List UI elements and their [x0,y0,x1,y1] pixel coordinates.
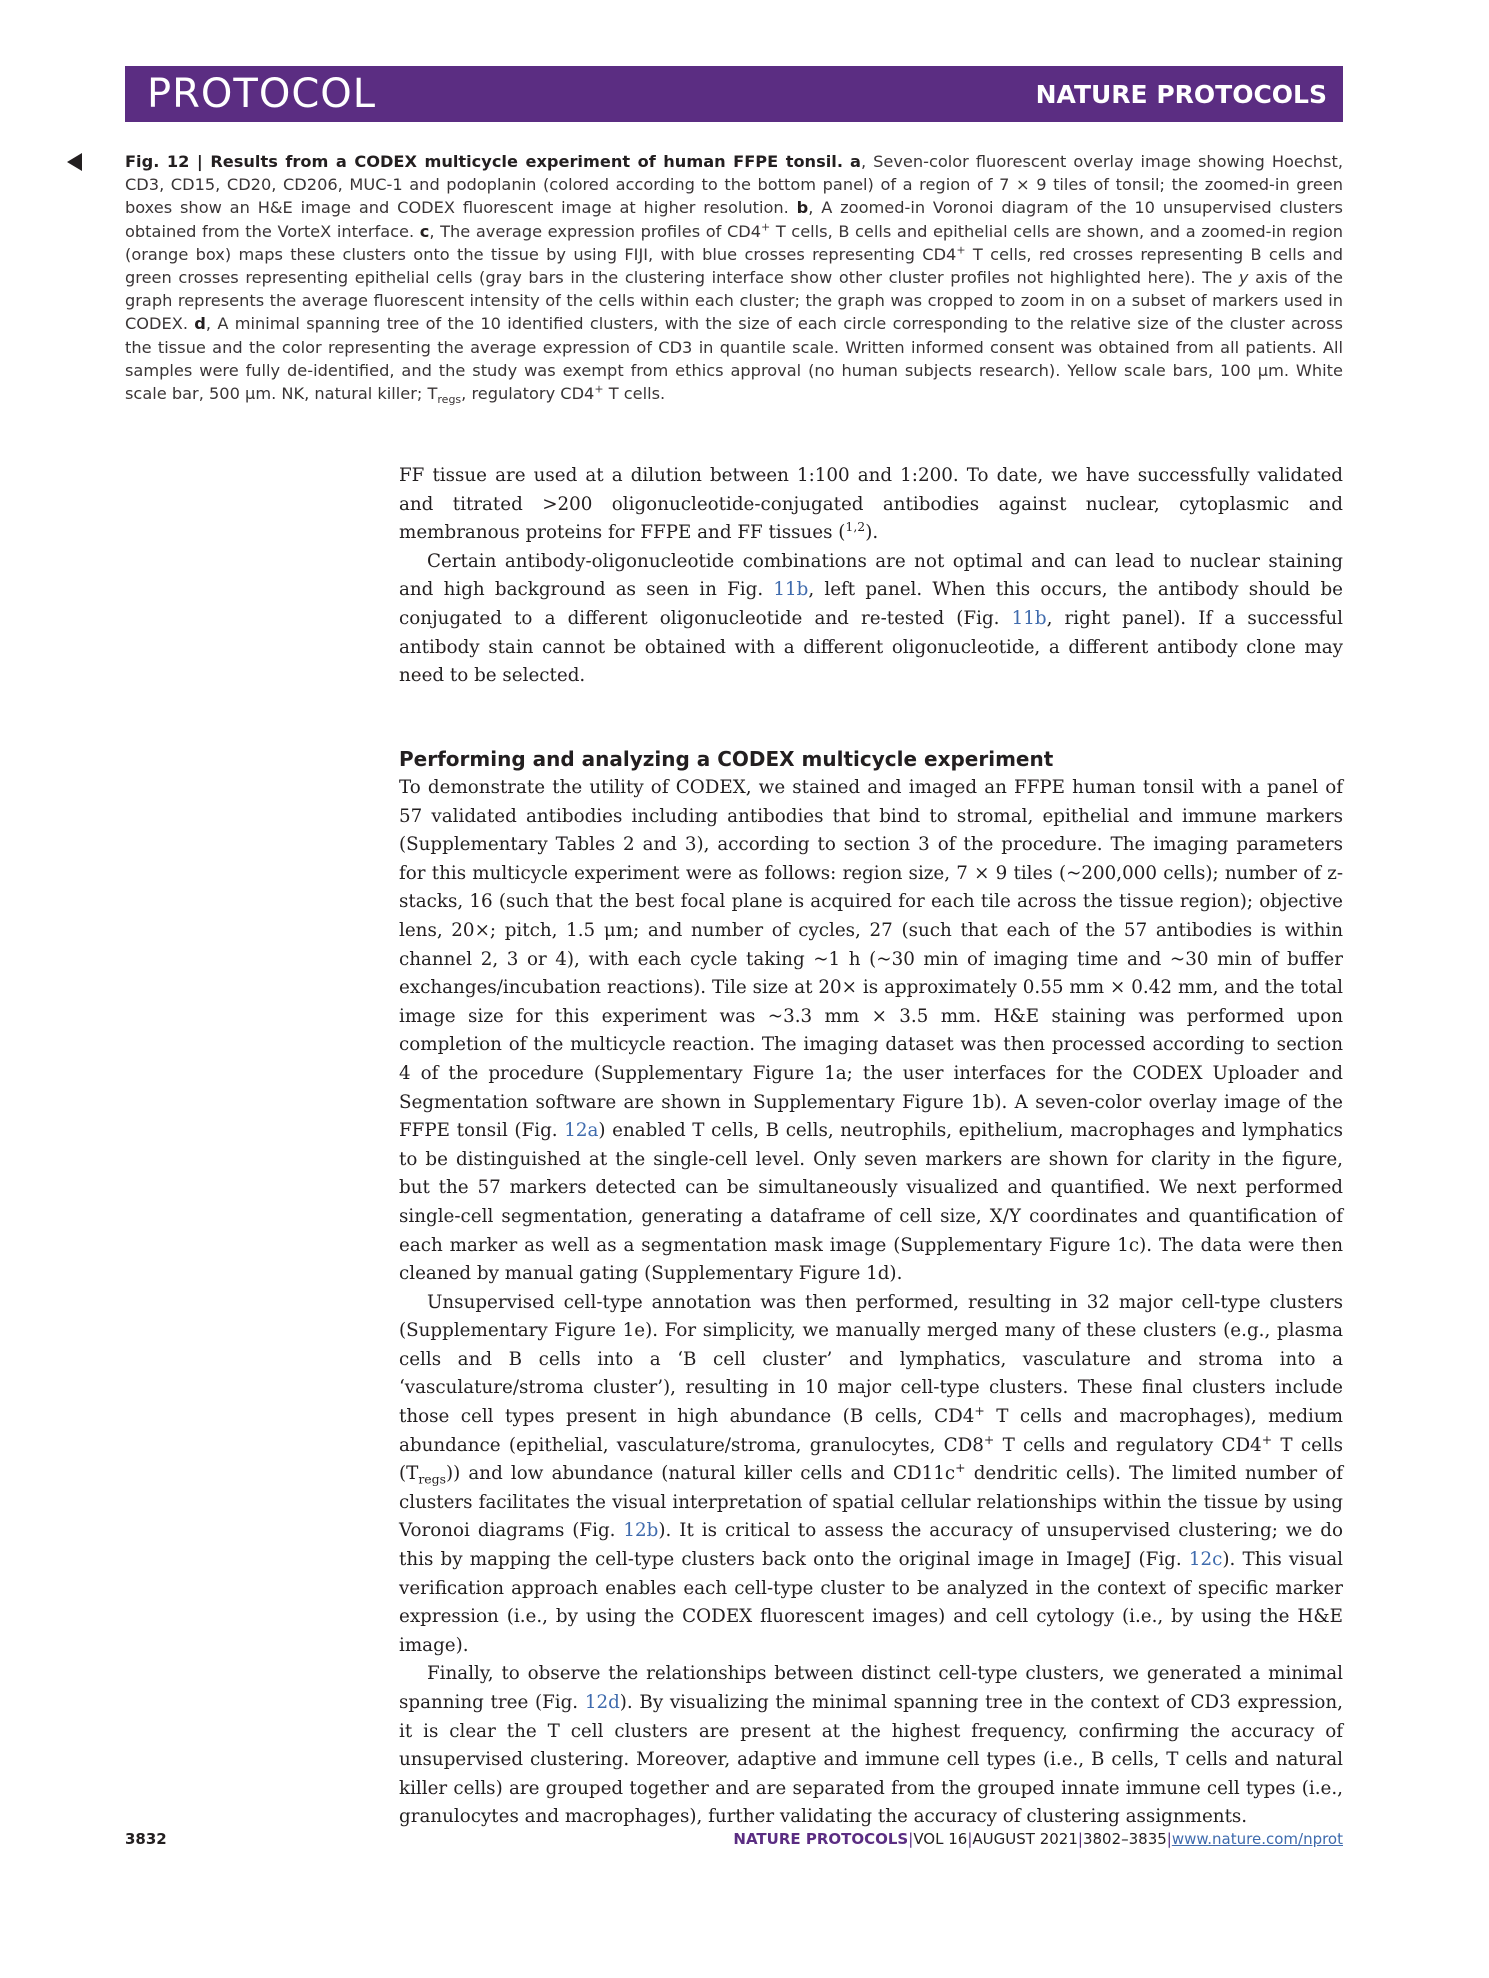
body-text-top [399,462,1343,691]
panel-label-d: d [194,314,206,334]
panel-label-a: a [850,152,861,171]
paragraph: Finally, to observe the relationships between distinct cell-type clusters, we generated a minimal spanning tree (Fig. 12d). By visualizing the minimal spanning tree in the context of CD3 expression, it is clear the T cell clusters are present at the highest frequency, confirming the accuracy of unsupervised clustering. Moreover, adaptive and immune cell types (i.e., B cells, T cells and natural killer cells) are grouped together and are separated from the grouped innate immune cell types (i.e., granulocytes and macrophages), further validating the accuracy of clustering assignments. [399,1663,1343,1828]
figure-link[interactable]: 12b [623,1520,659,1542]
body-text-main [399,774,1343,1832]
journal-url-link[interactable]: www.nature.com/nprot [1171,1830,1343,1848]
figure-caption: Fig. 12 | Results from a CODEX multicycle experiment of human FFPE tonsil. a, Seven-color fluorescent overlay image showing Hoechst, CD3, CD15, CD20, CD206, MUC-1 and podoplanin (colored according to the bottom panel) of a region of 7 × 9 tiles of tonsil; the zoomed-in green boxes show an H&E image and CODEX fluorescent image at higher resolution. b, A zoomed-in Voronoi diagram of the 10 unsupervised clusters obtained from the VorteX interface. c, The average expression profiles of CD4+ T cells, B cells and epithelial cells are shown, and a zoomed-in region (orange box) maps these clusters onto the tissue by using FIJI, with blue crosses representing CD4+ T cells, red crosses representing B cells and green crosses representing epithelial cells (gray bars in the clustering interface show other cluster profiles not highlighted here). The y axis of the graph represents the average fluorescent intensity of the cells within each cluster; the graph was cropped to zoom in on a subset of markers used in CODEX. d, A minimal spanning tree of the 10 identified clusters, with the size of each circle corresponding to the relative size of the cluster across the tissue and the color representing the average expression of CD3 in quantile scale. Written informed consent was obtained from all patients. All samples were fully de-identified, and the study was exempt from ethics approval (no human subjects research). Yellow scale bars, 100 μm. White scale bar, 500 μm. NK, natural killer; $T_{regs}$, regulatory CD4+ T cells. [125,150,1343,405]
panel-label-b: b [796,198,809,218]
paragraph: FF tissue are used at a dilution between 1:100 and 1:200. To date, we have successfully validated and titrated >200 oligonucleotide-conjugated antibodies against nuclear, cytoplasmic and membranous proteins for FFPE and FF tissues ($^{1,2}$). [399,465,1343,544]
paragraph: Certain antibody-oligonucleotide combinations are not optimal and can lead to nuclear staining and high background as seen in Fig. 11b, left panel. When this occurs, the antibody should be conjugated to a different oligonucleotide and re-tested (Fig. 11b, right panel). If a successful antibody stain cannot be obtained with a different oligonucleotide, a different antibody clone may need to be selected. [399,550,1343,687]
back-arrow-icon[interactable] [67,153,82,171]
caption-label: Fig. 12 | Results from a CODEX multicycle experiment of human FFPE tonsil. [125,152,843,171]
page-number: 3832 [125,1830,167,1848]
figure-link[interactable]: 11b [773,579,809,601]
section-label: PROTOCOL [147,71,377,117]
journal-name: NATURE PROTOCOLS [1035,80,1327,109]
footer-citation: NATURE PROTOCOLS|VOL 16|AUGUST 2021|3802–3835|www.nature.com/nprot [733,1830,1343,1848]
header-banner [125,66,1343,122]
figure-link[interactable]: 12a [564,1120,599,1142]
panel-label-c: c [419,221,430,241]
section-heading: Performing and analyzing a CODEX multicycle experiment [399,747,1054,771]
figure-link[interactable]: 12c [1188,1549,1223,1571]
figure-link[interactable]: 11b [1011,607,1047,629]
paragraph: To demonstrate the utility of CODEX, we stained and imaged an FFPE human tonsil with a panel of 57 validated antibodies including antibodies that bind to stromal, epithelial and immune markers (Supplementary Tables 2 and 3), according to section 3 of the procedure. The imaging parameters for this multicycle experiment were as follows: region size, 7 × 9 tiles (~200,000 cells); number of z-stacks, 16 (such that the best focal plane is acquired for each tile across the tissue region); objective lens, 20×; pitch, 1.5 μm; and number of cycles, 27 (such that each of the 57 antibodies is within channel 2, 3 or 4), with each cycle taking ~1 h (~30 min of imaging time and ~30 min of buffer exchanges/incubation reactions). Tile size at 20× is approximately 0.55 mm × 0.42 mm, and the total image size for this experiment was ~3.3 mm × 3.5 mm. H&E staining was performed upon completion of the multicycle reaction. The imaging dataset was then processed according to section 4 of the procedure (Supplementary Figure 1a; the user interfaces for the CODEX Uploader and Segmentation software are shown in Supplementary Figure 1b). A seven-color overlay image of the FFPE tonsil (Fig. 12a) enabled T cells, B cells, neutrophils, epithelium, macrophages and lymphatics to be distinguished at the single-cell level. Only seven markers are shown for clarity in the figure, but the 57 markers detected can be simultaneously visualized and quantified. We next performed single-cell segmentation, generating a dataframe of cell size, X/Y coordinates and quantification of each marker as well as a segmentation mask image (Supplementary Figure 1c). The data were then cleaned by manual gating (Supplementary Figure 1d). [399,777,1343,1285]
paragraph: Unsupervised cell-type annotation was then performed, resulting in 32 major cell-type clusters (Supplementary Figure 1e). For simplicity, we manually merged many of these clusters (e.g., plasma cells and B cells into a ‘B cell cluster’ and lymphatics, vasculature and stroma into a ‘vasculature/stroma cluster’), resulting in 10 major cell-type clusters. These final clusters include those cell types present in high abundance (B cells, CD4+ T cells and macrophages), medium abundance (epithelial, vasculature/stroma, granulocytes, CD8+ T cells and regulatory CD4+ T cells $(T_{regs})$) and low abundance (natural killer cells and CD11c+ dendritic cells). The limited number of clusters facilitates the visual interpretation of spatial cellular relationships within the tissue by using Voronoi diagrams (Fig. 12b). It is critical to assess the accuracy of unsupervised clustering; we do this by mapping the cell-type clusters back onto the original image in ImageJ (Fig. 12c). This visual verification approach enables each cell-type cluster to be analyzed in the context of specific marker expression (i.e., by using the CODEX fluorescent images) and cell cytology (i.e., by using the H&E image). [399,1291,1344,1656]
figure-link[interactable]: 12d [584,1692,620,1713]
